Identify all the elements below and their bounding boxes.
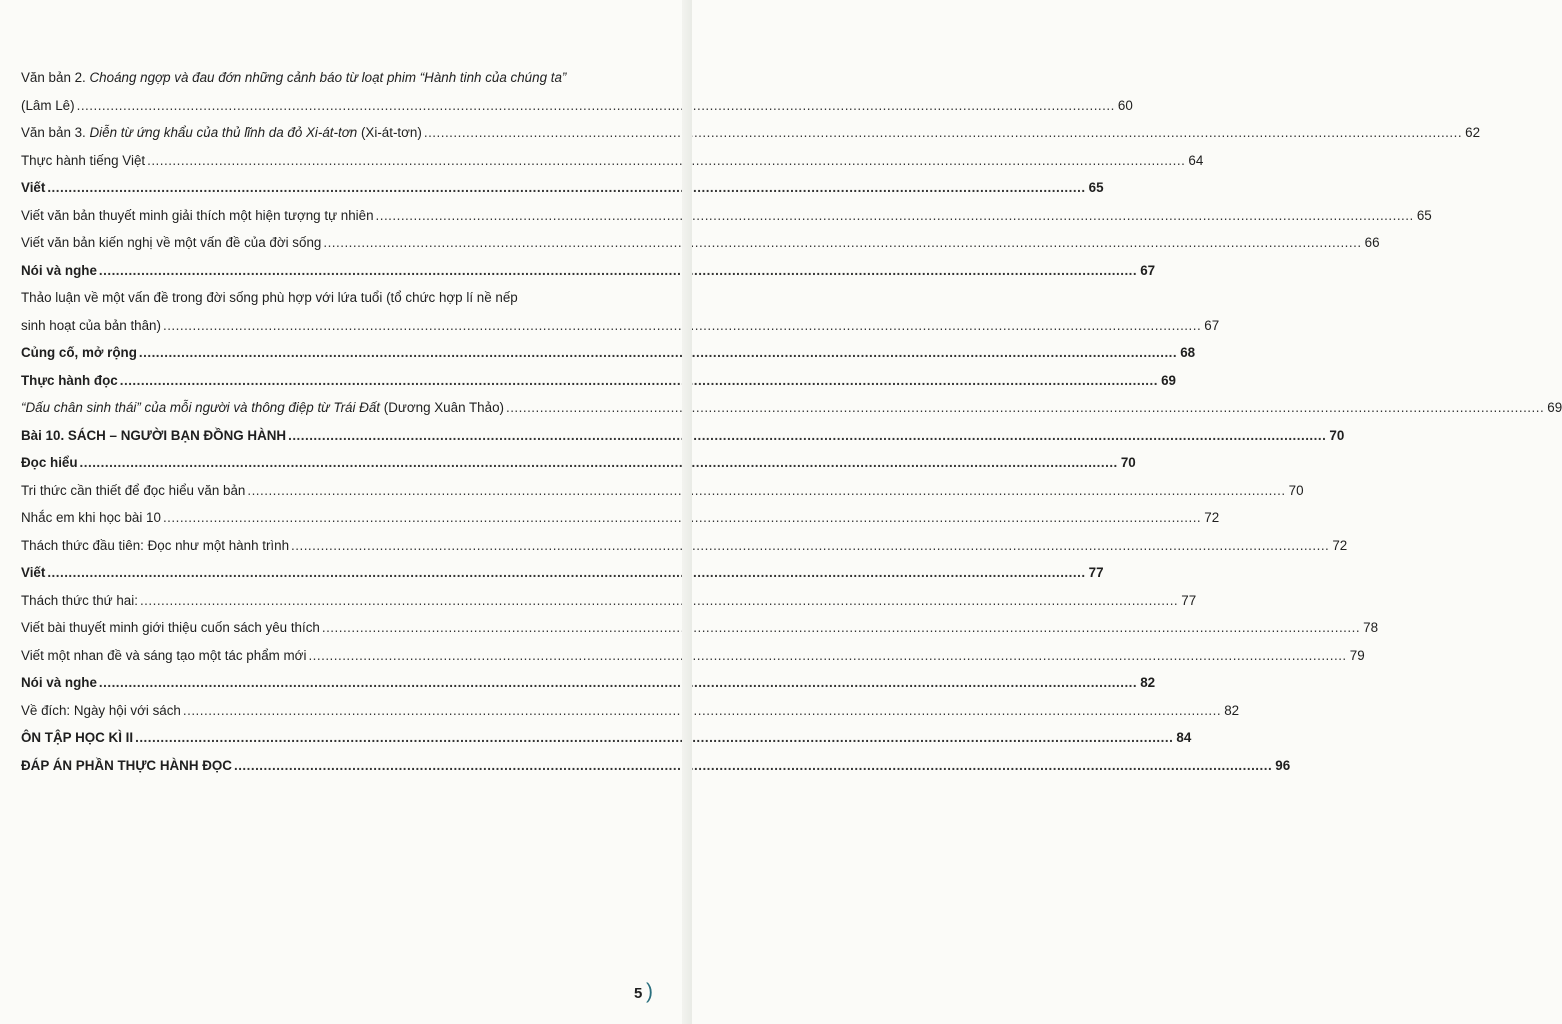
toc-entry-page: 78 <box>1363 620 1379 635</box>
toc-entry-label <box>21 669 97 697</box>
toc-entry-title: Viết <box>21 180 46 195</box>
toc-entry-title: Nhắc em khi học bài 10 <box>21 510 161 525</box>
toc-leader-dots <box>47 559 1085 587</box>
toc-entry <box>21 174 1104 202</box>
toc-entry-title: Tri thức cần thiết để đọc hiểu văn bản <box>21 482 246 498</box>
toc-entry-label <box>21 284 653 312</box>
toc-entry-label <box>21 587 138 615</box>
toc-entry-page: 65 <box>1088 180 1104 195</box>
toc-entry-label <box>21 614 320 642</box>
toc-leader-dots <box>77 92 1115 120</box>
toc-leader-dots <box>139 339 1177 367</box>
toc-entry-page: 67 <box>1204 317 1220 333</box>
toc-entry-label <box>21 422 286 450</box>
toc-entry-title: ÔN TẬP HỌC KÌ II <box>21 730 134 745</box>
toc-entry-label <box>21 477 245 505</box>
toc-entry-title: Diễn từ ứng khẩu của thủ lĩnh da đỏ Xi-át-tơn <box>89 125 358 140</box>
toc-entry-page: 84 <box>1176 730 1192 745</box>
toc-leader-dots <box>99 669 1137 697</box>
toc-entry-page: 82 <box>1140 675 1156 690</box>
toc-leader-dots <box>183 697 1221 725</box>
toc-entry <box>21 367 1176 395</box>
toc-entry-title: (Lâm Lê) <box>21 97 75 113</box>
toc-entry-label <box>21 174 45 202</box>
toc-entry-page: 70 <box>1120 455 1136 470</box>
toc-entry <box>21 642 1365 670</box>
toc-entry-label <box>21 119 422 147</box>
toc-entry-label <box>21 559 45 587</box>
toc-entry-title: sinh hoạt của bản thân) <box>21 317 161 333</box>
toc-entry-title: Củng cố, mở rộng <box>21 345 137 360</box>
toc-entry <box>21 697 1240 725</box>
toc-entry-title: Viết <box>21 565 46 580</box>
toc-leader-dots <box>234 752 1272 780</box>
toc-leader-dots <box>291 532 1329 560</box>
toc-entry-label <box>21 449 78 477</box>
toc-entry-label <box>21 367 118 395</box>
toc-entry-title: Thực hành tiếng Việt <box>21 152 146 168</box>
toc-leader-dots <box>322 614 1360 642</box>
toc-entry-label <box>21 312 161 340</box>
toc-entry-page: 66 <box>1364 235 1380 250</box>
page-edge <box>682 0 692 1024</box>
toc-entry-label <box>21 229 321 257</box>
toc-entry-page: 77 <box>1181 592 1197 608</box>
toc-entry-label <box>21 92 75 120</box>
toc-entry-page: 72 <box>1332 537 1348 553</box>
toc-entry-page: 69 <box>1161 372 1176 388</box>
toc-entry <box>21 614 1379 642</box>
toc-entry <box>21 257 1156 285</box>
toc-entry <box>21 202 1432 230</box>
toc-entry-page: 68 <box>1180 345 1196 360</box>
toc-entry-title: Đọc hiểu <box>21 455 78 470</box>
toc-entry <box>21 312 1220 340</box>
toc-leader-dots <box>323 229 1361 257</box>
toc-entry-label <box>21 202 374 230</box>
toc-entry <box>21 504 1220 532</box>
toc-entry-title: Nói và nghe <box>21 262 97 278</box>
toc-entry-page: 82 <box>1224 702 1240 718</box>
table-of-contents <box>21 64 1562 779</box>
toc-entry-label <box>21 257 97 285</box>
toc-entry-title: Viết bài thuyết minh giới thiệu cuốn sách yêu thích <box>21 620 320 635</box>
toc-leader-dots <box>308 642 1346 670</box>
toc-entry <box>21 119 1481 147</box>
toc-entry-page: 70 <box>1288 482 1304 498</box>
toc-entry-title: Về đích: Ngày hội với sách <box>21 702 181 718</box>
toc-entry-label <box>21 752 232 780</box>
toc-entry-author: (Xi-át-tơn) <box>357 125 422 140</box>
toc-entry-label <box>21 147 145 175</box>
toc-entry-title: Viết văn bản kiến nghị về một vấn đề của đời sống <box>21 235 322 250</box>
toc-entry-label <box>21 339 137 367</box>
toc-entry <box>21 64 653 92</box>
toc-entry-prefix: Văn bản 2. <box>21 70 90 85</box>
toc-entry-page: 77 <box>1088 565 1104 580</box>
toc-entry-label <box>21 504 161 532</box>
toc-entry <box>21 229 1380 257</box>
toc-leader-dots <box>424 119 1462 147</box>
toc-entry-page: 96 <box>1275 757 1291 773</box>
toc-entry-title: Thách thức đầu tiên: Đọc như một hành trình <box>21 537 290 553</box>
page-number-bracket: ) <box>646 980 653 1003</box>
toc-entry-title: Thách thức thứ hai: <box>21 592 138 608</box>
toc-entry-title: “Dấu chân sinh thái” của mỗi người và thông điệp từ Trái Đất <box>21 400 381 415</box>
toc-leader-dots <box>140 587 1178 615</box>
toc-entry <box>21 752 1291 780</box>
toc-leader-dots <box>47 174 1085 202</box>
toc-entry-label <box>21 724 133 752</box>
toc-entry-label <box>21 394 504 422</box>
toc-entry <box>21 724 1192 752</box>
toc-entry <box>21 669 1156 697</box>
toc-entry-author: (Dương Xuân Thảo) <box>380 400 504 415</box>
toc-leader-dots <box>376 202 1414 230</box>
toc-leader-dots <box>247 477 1285 505</box>
toc-entry-prefix: Văn bản 3. <box>21 125 90 140</box>
toc-entry <box>21 559 1104 587</box>
toc-leader-dots <box>80 449 1118 477</box>
toc-entry-label <box>21 532 289 560</box>
toc-entry-title: Thực hành đọc <box>21 372 118 388</box>
toc-entry <box>21 284 653 312</box>
toc-entry <box>21 422 1345 450</box>
toc-entry <box>21 394 1562 422</box>
toc-entry-page: 60 <box>1117 97 1133 113</box>
toc-leader-dots <box>135 724 1173 752</box>
toc-entry-title: Nói và nghe <box>21 675 97 690</box>
toc-entry-title: Bài 10. SÁCH – NGƯỜI BẠN ĐỒNG HÀNH <box>21 427 287 443</box>
toc-leader-dots <box>147 147 1185 175</box>
toc-entry-label <box>21 642 306 670</box>
toc-entry-page: 79 <box>1349 647 1365 663</box>
toc-leader-dots <box>288 422 1326 450</box>
toc-leader-dots <box>506 394 1544 422</box>
toc-entry <box>21 449 1136 477</box>
toc-entry <box>21 147 1204 175</box>
toc-entry-page: 69 <box>1547 400 1562 415</box>
toc-entry-page: 65 <box>1416 207 1432 223</box>
toc-entry-title: Choáng ngợp và đau đớn những cảnh báo từ loạt phim “Hành tinh của chúng ta” <box>89 70 567 85</box>
toc-entry <box>21 532 1348 560</box>
toc-entry-title: Thảo luận về một vấn đề trong đời sống phù hợp với lứa tuổi (tổ chức hợp lí nề nếp <box>21 290 518 305</box>
toc-entry-title: ĐÁP ÁN PHẦN THỰC HÀNH ĐỌC <box>21 757 232 773</box>
toc-entry-title: Viết một nhan đề và sáng tạo một tác phẩm mới <box>21 647 307 663</box>
toc-entry-page: 64 <box>1188 152 1204 168</box>
toc-entry-label <box>21 697 181 725</box>
toc-entry-label <box>21 64 653 92</box>
toc-entry-page: 70 <box>1329 427 1345 443</box>
toc-entry-page: 67 <box>1140 262 1156 278</box>
toc-entry <box>21 477 1304 505</box>
toc-leader-dots <box>120 367 1158 395</box>
toc-entry-page: 72 <box>1204 510 1220 525</box>
toc-entry <box>21 339 1196 367</box>
toc-entry <box>21 92 1133 120</box>
toc-leader-dots <box>99 257 1137 285</box>
page-number: 5 <box>634 985 643 1002</box>
toc-entry-title: Viết văn bản thuyết minh giải thích một hiện tượng tự nhiên <box>21 207 374 223</box>
toc-entry-page: 62 <box>1465 125 1481 140</box>
toc-entry <box>21 587 1197 615</box>
